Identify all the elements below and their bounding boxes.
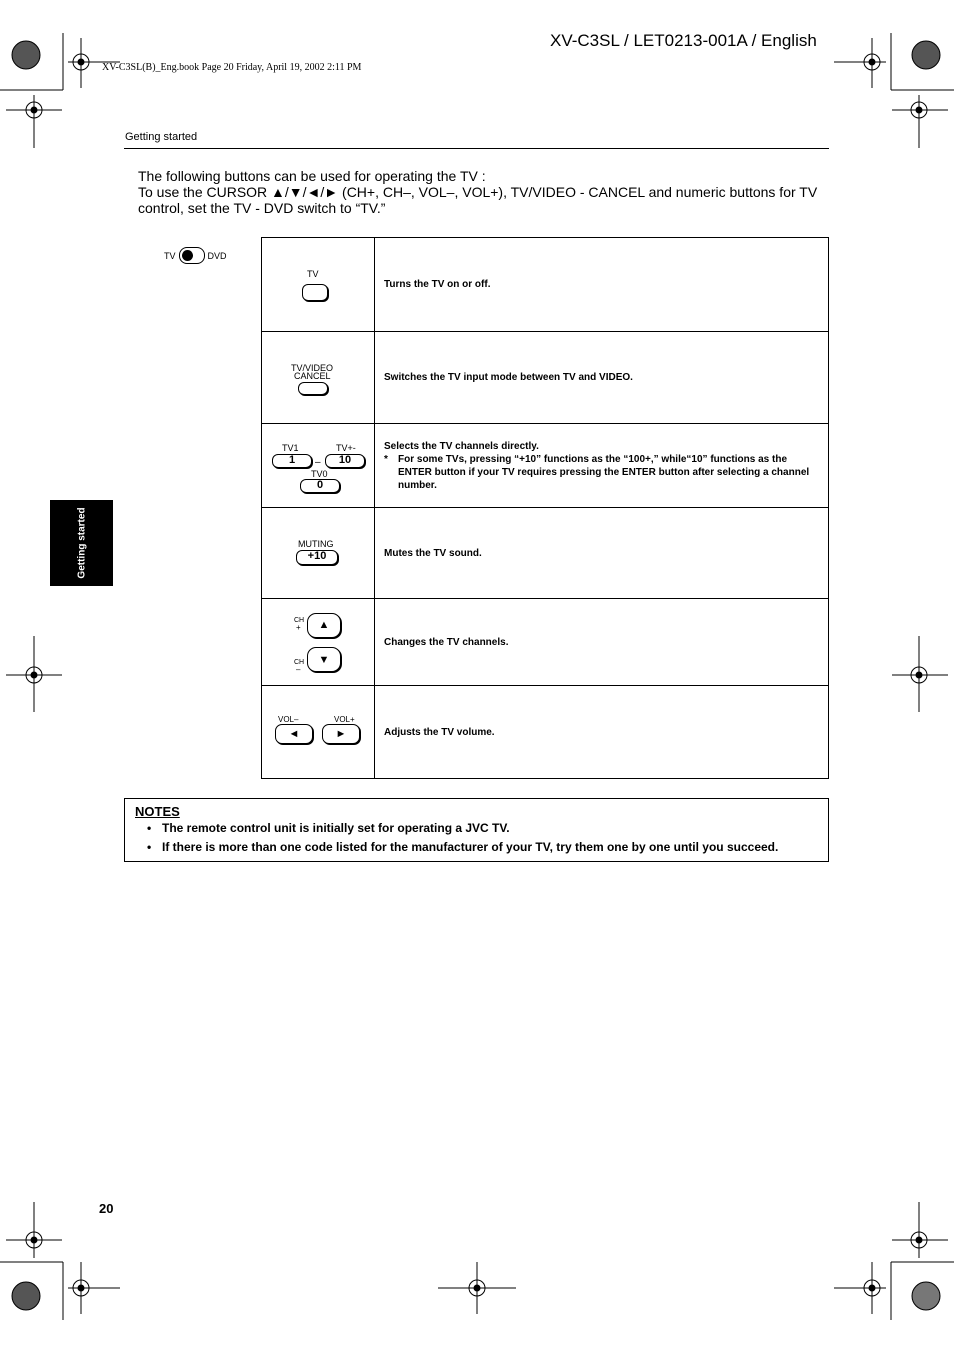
tv-video-cancel-cell [262, 332, 375, 424]
volume-desc: Adjusts the TV volume. [375, 686, 829, 779]
muting-cell [262, 508, 375, 599]
button-function-table [261, 237, 829, 779]
button-10-icon: 10 [325, 454, 365, 468]
numeric-desc-note-text: For some TVs, pressing “+10” functions as the “100+,” while“10” functions as the ENTER button if your TV requires pressing the ENTER button after selecting a channel number. [398, 453, 810, 491]
numeric-buttons-desc [375, 424, 829, 508]
notes-list [147, 821, 778, 859]
table-row [262, 599, 829, 686]
vol-minus-label: VOL– [278, 715, 299, 724]
tv-video-label: TV/VIDEO [291, 363, 334, 373]
button-1-icon: 1 [272, 454, 312, 468]
muting-desc: Mutes the TV sound. [375, 508, 829, 599]
table-row [262, 424, 829, 508]
ch-down-label: CH [294, 659, 305, 666]
tv1-label: TV1 [282, 443, 299, 453]
book-info-line: XV-C3SL(B)_Eng.book Page 20 Friday, April 19, 2002 2:11 PM [102, 62, 362, 73]
muting-button-icon: +10 [296, 550, 338, 565]
volume-buttons-cell [262, 686, 375, 779]
channel-up-icon: ▲ [307, 613, 341, 638]
numeric-desc-note [384, 453, 818, 492]
tv-button-label: TV [307, 269, 319, 279]
channel-down-icon: ▼ [307, 647, 341, 672]
table-row [262, 686, 829, 779]
page-number: 20 [99, 1201, 114, 1216]
list-item: • If there is more than one code listed for the manufacturer of your TV, try them one by one until you succeed. [147, 840, 778, 859]
channel-buttons-cell [262, 599, 375, 686]
switch-label-dvd: DVD [207, 250, 227, 261]
tvplus-label: TV+- [336, 443, 356, 453]
volume-up-icon: ► [322, 724, 360, 744]
notes-box [124, 798, 829, 862]
cancel-label: CANCEL [294, 371, 331, 381]
numeric-desc-main: Selects the TV channels directly. [384, 440, 539, 452]
muting-label: MUTING [298, 539, 334, 549]
header-rule [124, 148, 829, 149]
tv-button-desc: Turns the TV on or off. [375, 238, 829, 332]
intro-line-1: The following buttons can be used for operating the TV : [138, 168, 486, 184]
vol-plus-label: VOL+ [334, 715, 355, 724]
tv0-label: TV0 [311, 469, 328, 479]
section-header: Getting started [125, 131, 198, 143]
volume-down-icon: ◄ [275, 724, 313, 744]
tv-video-cancel-desc: Switches the TV input mode between TV and VIDEO. [375, 332, 829, 424]
tv-button-icon [302, 284, 328, 301]
tv-video-cancel-button-icon [298, 382, 328, 395]
tv-dvd-switch [164, 247, 227, 264]
note-asterisk: * [384, 453, 388, 465]
ch-up-label: CH [294, 617, 305, 624]
document-title: XV-C3SL / LET0213-001A / English [550, 31, 817, 50]
table-row [262, 238, 829, 332]
table-row [262, 508, 829, 599]
table-row [262, 332, 829, 424]
side-tab-label: Getting started [76, 507, 87, 579]
list-item: • The remote control unit is initially set for operating a JVC TV. [147, 821, 778, 840]
ch-minus-sign: – [296, 665, 301, 674]
tv-button-cell [262, 238, 375, 332]
range-dash: – [315, 457, 321, 468]
notes-title: NOTES [135, 804, 180, 819]
intro-line-2: To use the CURSOR ▲/▼/◄/► (CH+, CH–, VOL–, VOL+), TV/VIDEO - CANCEL and numeric buttons for TV control, set the TV - DVD switch to “TV.” [138, 184, 818, 216]
button-0-icon: 0 [300, 479, 340, 493]
intro-text [138, 168, 828, 216]
switch-toggle-icon [179, 247, 205, 264]
switch-label-tv: TV [164, 250, 176, 261]
side-tab [50, 500, 113, 586]
ch-plus-sign: + [296, 623, 301, 632]
numeric-buttons-cell [262, 424, 375, 508]
channel-desc: Changes the TV channels. [375, 599, 829, 686]
